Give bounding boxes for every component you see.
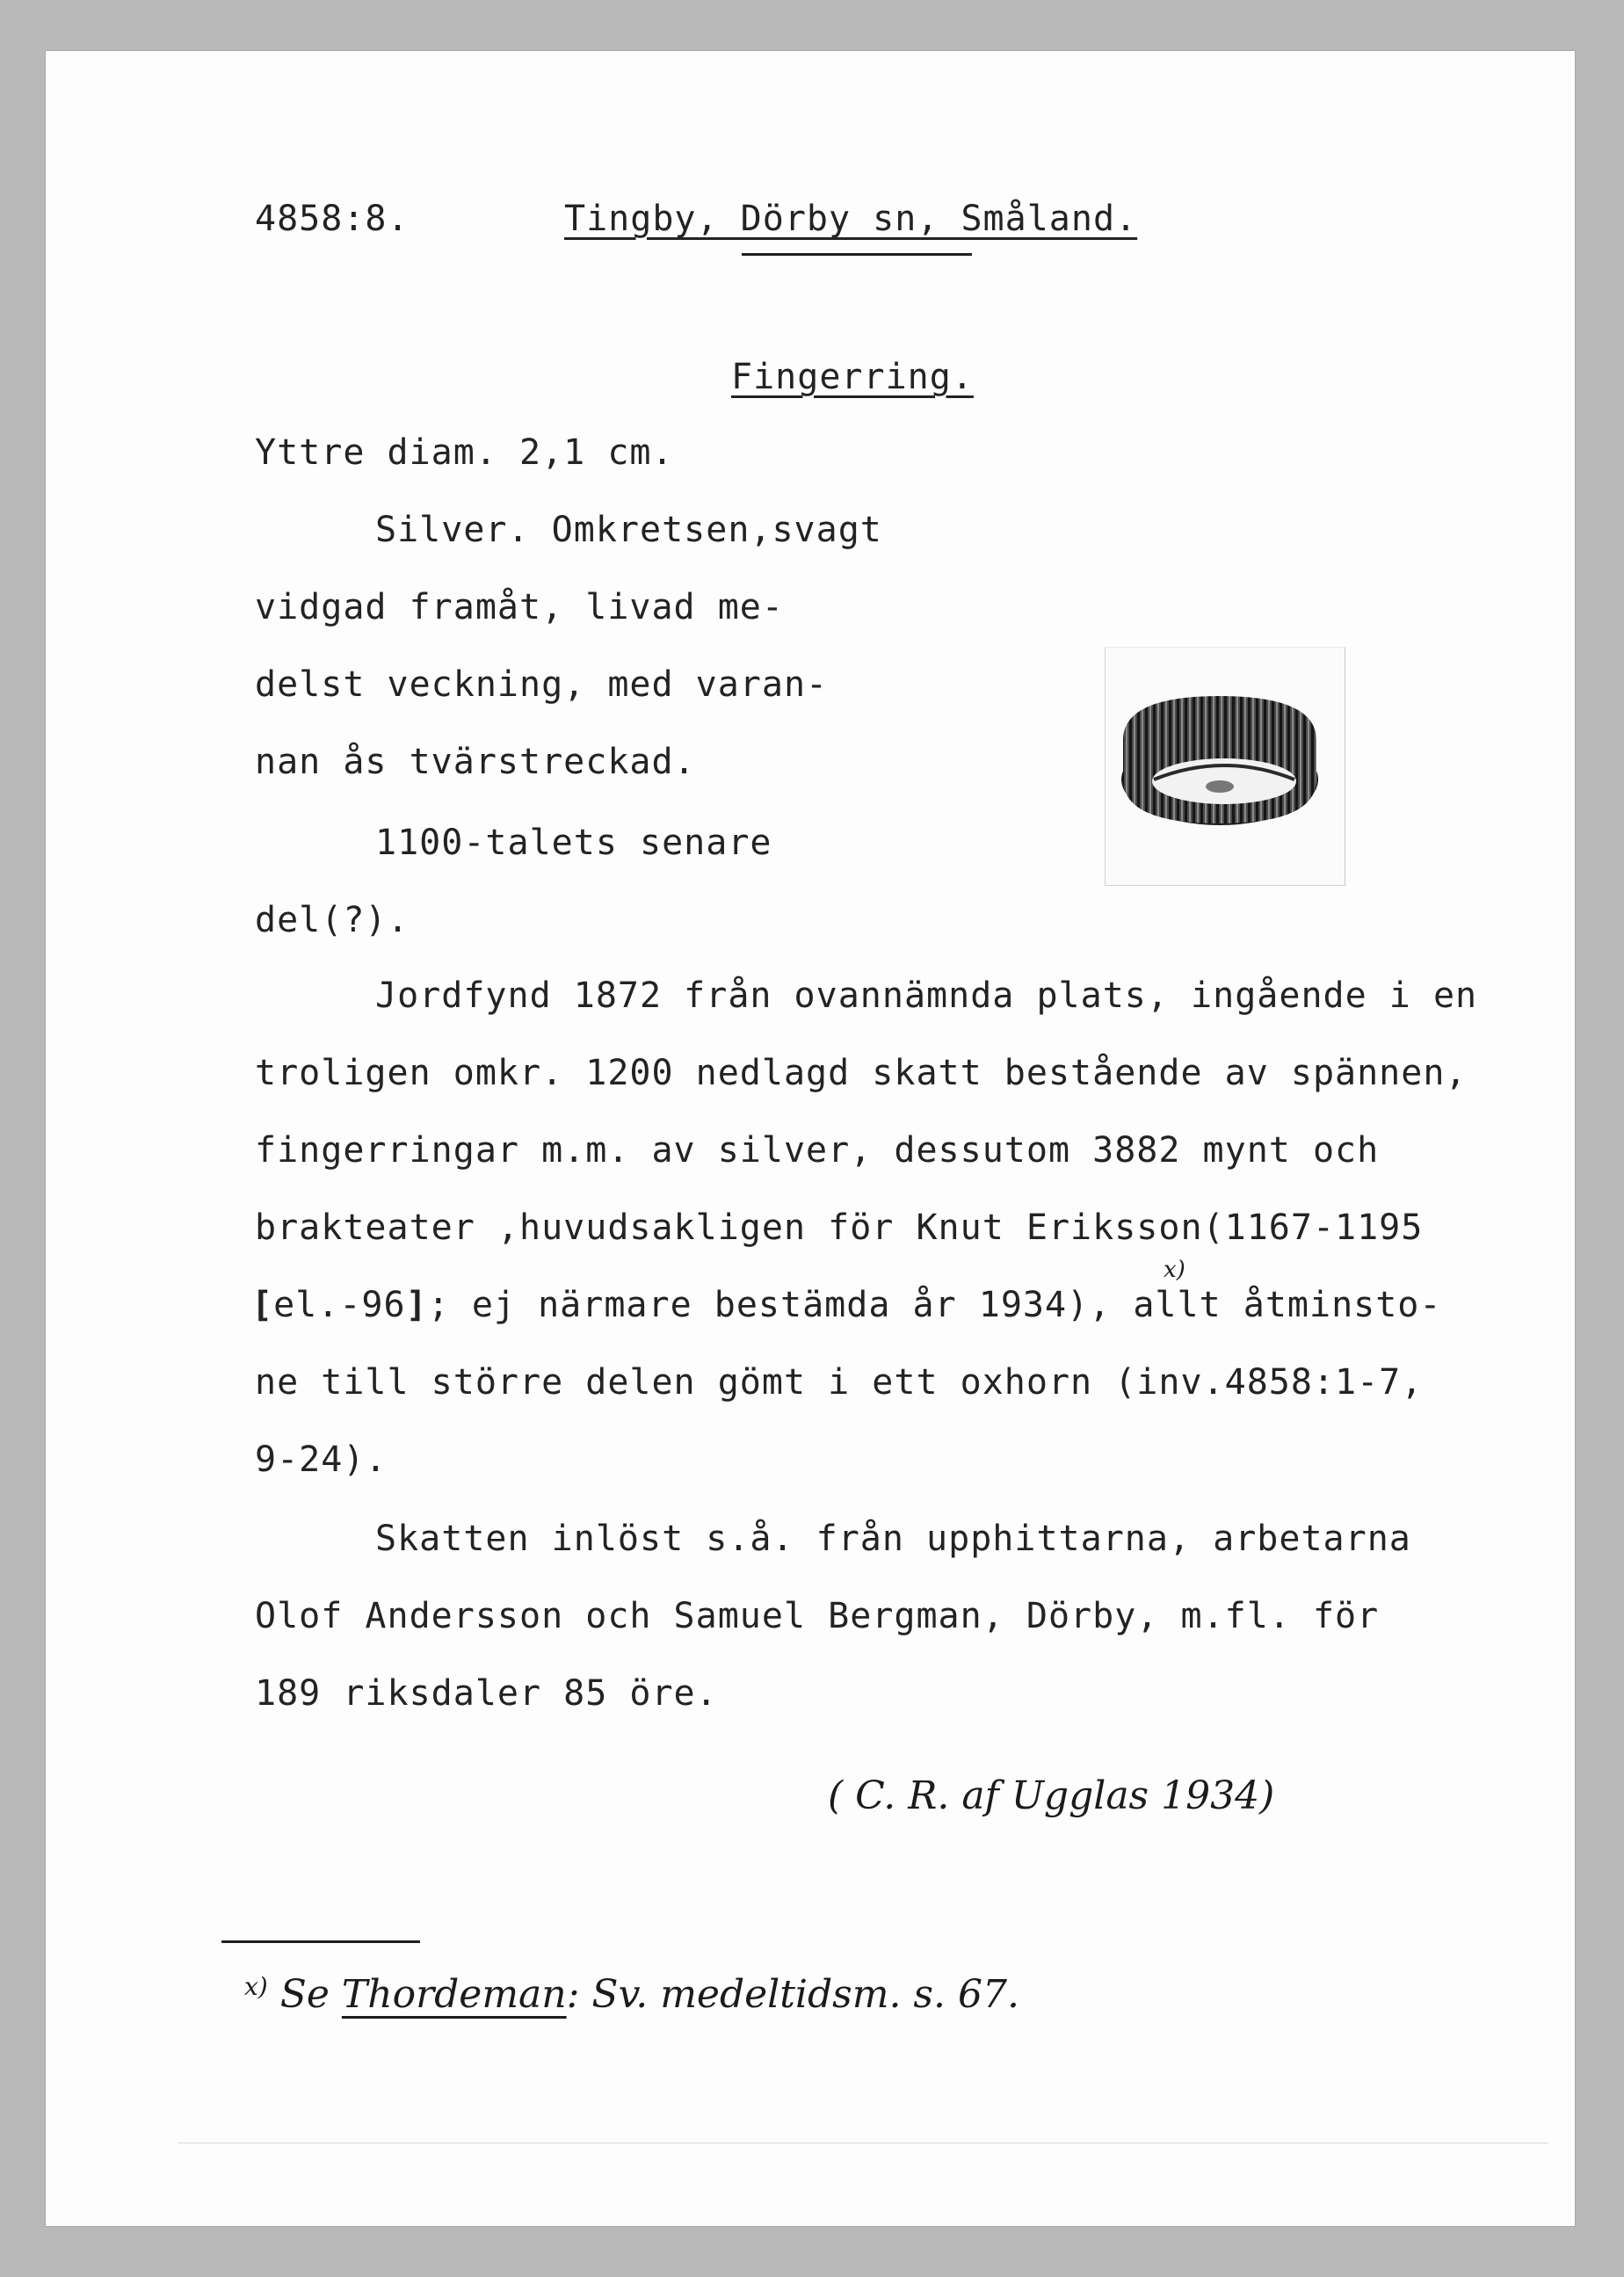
line-find-4: brakteater ,huvudsakligen för Knut Eriksson(1167-1195 [255,1207,1424,1248]
line-desc-3: delst veckning, med varan- [255,664,829,705]
line-find-6: ne till större delen gömt i ett oxhorn (inv.4858:1-7, [255,1362,1424,1403]
footnote-marker: x) [244,1972,268,2001]
footnote-se: Se [279,1972,330,2017]
line-find-1: Jordfynd 1872 från ovannämnda plats, ingående i en [375,975,1478,1016]
ring-image [1106,648,1345,885]
line-find-2: troligen omkr. 1200 nedlagd skatt bestående av spännen, [255,1053,1468,1093]
close-bracket: ] [405,1285,428,1325]
footnote-rule [221,1940,420,1943]
line-find-5-c: ), allt åtminsto- [1067,1285,1442,1325]
line-find-5-a: el.-96 [273,1285,406,1325]
object-title: Fingerring. [731,357,974,397]
line-find-3: fingerringar m.m. av silver, dessutom 3882 mynt och [255,1130,1380,1171]
footnote-author: Thordeman [341,1972,567,2017]
line-acquisition-3: 189 riksdaler 85 öre. [255,1673,718,1714]
ring-photograph [1105,647,1345,886]
line-dimensions: Yttre diam. 2,1 cm. [255,432,674,473]
line-find-5 [251,1285,1441,1325]
line-find-7: 9-24). [255,1439,388,1480]
open-bracket: [ [251,1285,274,1325]
find-location: Tingby, Dörby sn, Småland. [564,199,1138,239]
handwritten-attribution: ( C. R. af Ugglas 1934) [828,1773,1275,1818]
archive-card [46,51,1575,2226]
line-dating-2: del(?). [255,900,410,940]
line-acquisition-1: Skatten inlöst s.å. från upphittarna, arbetarna [375,1519,1411,1559]
footnote-reference: : Sv. medeltidsm. s. 67. [566,1972,1019,2017]
footnote-marker-inline: x) [1164,1257,1185,1283]
handwritten-footnote [244,1972,1019,2017]
line-desc-4: nan ås tvärstreckad. [255,742,696,782]
line-dating: 1100-talets senare [375,823,772,863]
line-find-5-b: ; ej närmare bestämda år 1934 [427,1285,1068,1325]
line-desc-2: vidgad framåt, livad me- [255,587,784,627]
line-material: Silver. Omkretsen,svagt [375,510,882,550]
catalog-number: 4858:8. [255,199,410,239]
location-underline [742,253,972,256]
line-acquisition-2: Olof Andersson och Samuel Bergman, Dörby, m.fl. för [255,1596,1380,1636]
